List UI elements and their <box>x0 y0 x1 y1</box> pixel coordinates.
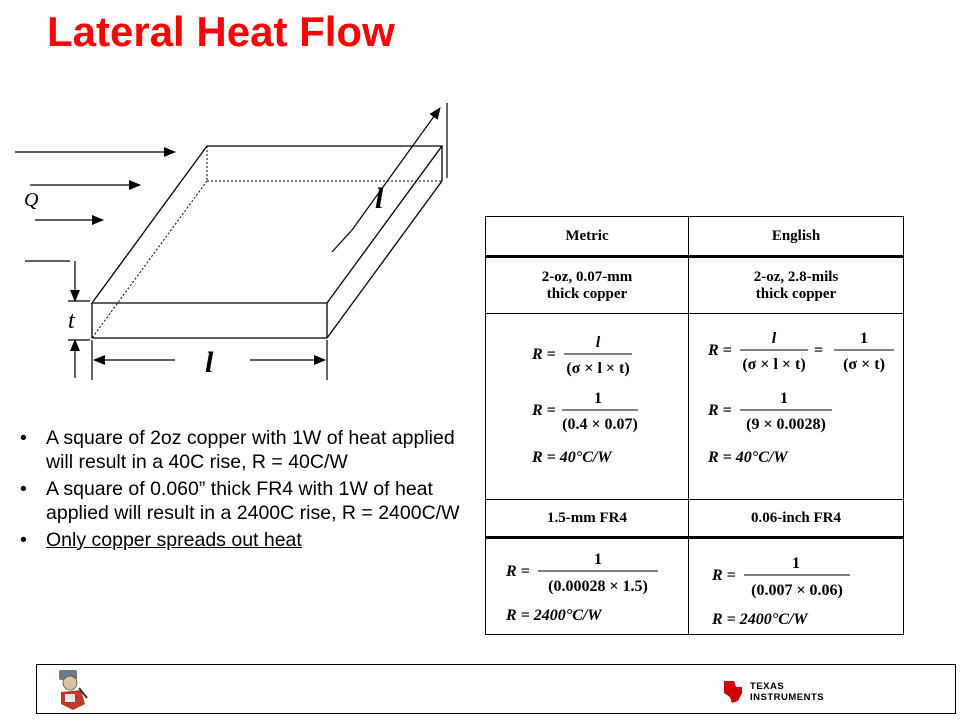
fr4-english-label: R = <box>711 566 736 584</box>
metric-result: R = 40°C/W <box>532 448 612 466</box>
formula-fr4-metric-cell <box>486 538 689 635</box>
header-english: English <box>689 217 904 257</box>
english-r1b-den: (σ × t) <box>842 355 885 373</box>
slide-title: Lateral Heat Flow <box>47 8 395 55</box>
metric-r2-num: 1 <box>594 389 602 407</box>
formula-english-cell <box>689 314 904 500</box>
english-r1-den: (σ × l × t) <box>741 355 806 373</box>
heat-flow-diagram <box>0 90 470 390</box>
footer-bar <box>36 664 956 714</box>
metric-r2-den: (0.4 × 0.07) <box>562 415 638 433</box>
metric-r1-num: l <box>595 333 601 351</box>
ti-logo-line2: Instruments <box>750 692 825 703</box>
bullet-spread-text: Only copper spreads out heat <box>46 529 302 551</box>
bullet-fr4: • A square of 0.060” thick FR4 with 1W of heat applied will result in a 2400C rise, R = 2400C/W <box>20 477 460 525</box>
formula-fr4-english <box>694 542 899 632</box>
q-label: Q <box>24 189 39 211</box>
hidden-edges <box>92 146 442 338</box>
english-r1-num: l <box>771 329 776 347</box>
english-r2-num: 1 <box>779 389 788 407</box>
fr4-metric-label: R = <box>505 562 530 580</box>
slab-outline <box>92 146 442 338</box>
english-r1b-num: 1 <box>859 329 868 347</box>
header-fr4-english: 0.06-inch FR4 <box>689 500 904 538</box>
header-metric: Metric <box>486 217 689 257</box>
english-eq: = <box>813 341 823 359</box>
formula-metric-cell <box>486 314 689 500</box>
t-label: t <box>68 308 75 334</box>
fr4-metric-den: (0.00028 × 1.5) <box>547 577 648 595</box>
texas-instruments-logo <box>720 677 840 705</box>
fr4-metric-num: 1 <box>593 550 602 568</box>
fr4-english-result: R = 2400°C/W <box>711 610 808 628</box>
bullet-spread <box>20 528 460 552</box>
fr4-metric-result: R = 2400°C/W <box>505 606 602 624</box>
mascot-icon <box>55 668 91 712</box>
header-fr4-metric: 1.5-mm FR4 <box>486 500 689 538</box>
english-r1-label: R = <box>707 341 732 359</box>
desc-metric-line2: thick copper <box>546 285 628 302</box>
formula-fr4-english-cell <box>689 538 904 635</box>
ti-state-icon <box>724 681 742 703</box>
fr4-english-den: (0.007 × 0.06) <box>750 581 843 599</box>
english-r2-den: (9 × 0.0028) <box>745 415 826 433</box>
metric-r1-den: (σ × l × t) <box>566 359 630 377</box>
l-label-bottom: l <box>205 346 214 379</box>
ti-logo-line1: Texas <box>750 681 785 692</box>
english-r2-label: R = <box>707 401 732 419</box>
thermal-resistance-table <box>485 216 904 635</box>
heat-arrows <box>15 152 175 261</box>
desc-english <box>689 257 904 314</box>
bullet-copper: • A square of 2oz copper with 1W of heat applied will result in a 40C rise, R = 40C/W <box>20 426 460 474</box>
desc-metric-line1: 2-oz, 0.07-mm <box>541 268 633 285</box>
metric-r1-label: R = <box>532 345 556 363</box>
english-result: R = 40°C/W <box>707 448 788 466</box>
formula-metric <box>492 317 682 497</box>
desc-english-line1: 2-oz, 2.8-mils <box>753 268 839 285</box>
formula-fr4-metric <box>490 542 685 632</box>
metric-r2-label: R = <box>532 401 556 419</box>
fr4-english-num: 1 <box>791 554 800 572</box>
desc-metric <box>486 257 689 314</box>
desc-english-line2: thick copper <box>755 285 837 302</box>
formula-english <box>694 317 899 497</box>
bullet-list <box>20 426 460 555</box>
l-label-side: l <box>375 182 384 215</box>
